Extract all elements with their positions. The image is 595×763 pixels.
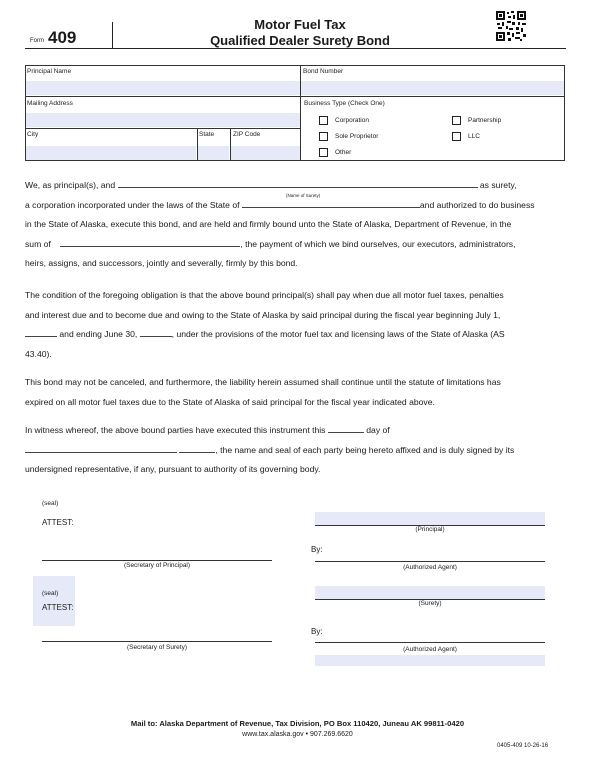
text: heirs, assigns, and successors, jointly and severally, firmly by this bond. (25, 258, 298, 268)
attest-label-surety: ATTEST: (42, 603, 74, 612)
month-year-blank[interactable] (25, 443, 177, 453)
paragraph-bond-parties (25, 176, 565, 274)
paragraph-witness (25, 421, 565, 480)
surety-signature-field[interactable] (315, 586, 545, 599)
partnership-checkbox[interactable] (452, 116, 461, 125)
mailing-address-field[interactable] (26, 113, 300, 127)
text: We, as principal(s), and (25, 180, 116, 190)
principal-name-label: Principal Name (27, 68, 72, 75)
form-title: Motor Fuel Tax (254, 17, 346, 32)
llc-label: LLC (468, 133, 480, 140)
seal-label-principal: (seal) (42, 500, 59, 507)
by-label-principal: By: (311, 545, 323, 554)
grid-rule (25, 128, 301, 129)
qr-code-icon (495, 10, 527, 42)
text: undersigned representative, if any, pursuant to authority of its governing body. (25, 464, 321, 474)
state-field[interactable] (198, 146, 229, 160)
text: The condition of the foregoing obligation is that the above bound principal(s) shall pay when due all motor fuel taxes, penalties (25, 290, 504, 300)
header-divider (112, 22, 113, 48)
text: and interest due and to become due and owing to the State of Alaska by said principal during the fiscal year beginning July 1, (25, 309, 501, 320)
text: This bond may not be canceled, and furthermore, the liability herein assumed shall continue until the statute of limitations has (25, 377, 501, 387)
year-blank[interactable] (179, 443, 215, 453)
text: a corporation incorporated under the laws of the State of (25, 199, 240, 210)
bond-sum-blank[interactable] (60, 237, 240, 247)
corporation-label: Corporation (335, 117, 369, 124)
agent-surety-field[interactable] (315, 655, 545, 666)
mailing-address-label: Mailing Address (27, 100, 73, 107)
principal-signature-field[interactable] (315, 512, 545, 525)
text: sum of (25, 238, 51, 249)
zip-label: ZIP Code (233, 131, 261, 138)
fiscal-year-start-blank[interactable] (25, 327, 57, 337)
text: expired on all motor fuel taxes due to the State of Alaska of said principal for the fiscal year indicated above. (25, 396, 435, 407)
surety-caption: (Surety) (418, 600, 442, 607)
text: as surety, (479, 180, 517, 190)
grid-rule (25, 96, 301, 97)
paragraph-cancellation (25, 373, 565, 412)
attest-label-principal: ATTEST: (42, 518, 74, 527)
bond-number-field[interactable] (301, 81, 564, 95)
seal-area-surety[interactable] (33, 576, 75, 626)
name-of-surety-caption: (Name of Surety) (286, 193, 321, 198)
agent-surety-line[interactable] (315, 642, 545, 643)
other-checkbox[interactable] (319, 148, 328, 157)
form-number: 409 (48, 28, 77, 47)
sole-proprietor-checkbox[interactable] (319, 132, 328, 141)
by-label-surety: By: (311, 627, 323, 636)
day-blank[interactable] (328, 423, 364, 433)
form-subtitle: Qualified Dealer Surety Bond (210, 33, 390, 48)
mailing-address-footer: Mail to: Alaska Department of Revenue, Tax Division, PO Box 110420, Juneau AK 99811-0420 (130, 719, 465, 728)
business-type-label: Business Type (Check One) (304, 100, 385, 107)
zip-field[interactable] (231, 146, 300, 160)
agent-principal-caption: (Authorized Agent) (403, 564, 457, 571)
text: day of (366, 425, 390, 435)
paragraph-condition (25, 286, 565, 364)
text: in the State of Alaska, execute this bond, and are held and firmly bound unto the State of Alaska, Department of Revenue, in the (25, 219, 512, 229)
bond-number-label: Bond Number (303, 68, 344, 75)
other-label: Other (335, 149, 352, 156)
grid-rule (300, 96, 565, 97)
seal-label-surety: (seal) (42, 590, 59, 597)
secretary-surety-line[interactable] (42, 641, 272, 642)
text: , the payment of which we bind ourselves, our executors, administrators, (240, 238, 516, 249)
revision-code: 0405-409 10-26-16 (497, 743, 549, 749)
fiscal-year-end-blank[interactable] (140, 327, 172, 337)
sole-proprietor-label: Sole Proprietor (335, 133, 379, 140)
contact-footer: www.tax.alaska.gov • 907.269.6620 (242, 731, 353, 738)
secretary-principal-line[interactable] (42, 560, 272, 561)
secretary-principal-caption: (Secretary of Principal) (123, 562, 191, 569)
text: 43.40). (25, 348, 52, 359)
surety-name-blank[interactable] (118, 178, 478, 188)
agent-principal-line[interactable] (315, 561, 545, 562)
form-label: Form (30, 38, 44, 44)
corporation-checkbox[interactable] (319, 116, 328, 125)
city-field[interactable] (26, 146, 196, 160)
llc-checkbox[interactable] (452, 132, 461, 141)
state-label: State (199, 131, 215, 138)
city-label: City (27, 131, 39, 138)
text: , the name and seal of each party being hereto affixed and is duly signed by its (215, 444, 515, 455)
incorporation-state-blank[interactable] (242, 198, 420, 208)
text: , under the provisions of the motor fuel tax and licensing laws of the State of Alaska (AS (171, 329, 505, 339)
principal-caption: (Principal) (415, 526, 445, 533)
header-rule (25, 48, 566, 49)
text: and ending June 30, (59, 329, 138, 339)
text: and authorized to do business (419, 199, 535, 210)
agent-surety-caption: (Authorized Agent) (403, 646, 457, 653)
principal-name-field[interactable] (26, 81, 300, 95)
secretary-surety-caption: (Secretary of Surety) (127, 644, 187, 651)
text: In witness whereof, the above bound parties have executed this instrument this (25, 425, 326, 435)
partnership-label: Partnership (468, 117, 502, 124)
grid-rule (300, 65, 301, 161)
